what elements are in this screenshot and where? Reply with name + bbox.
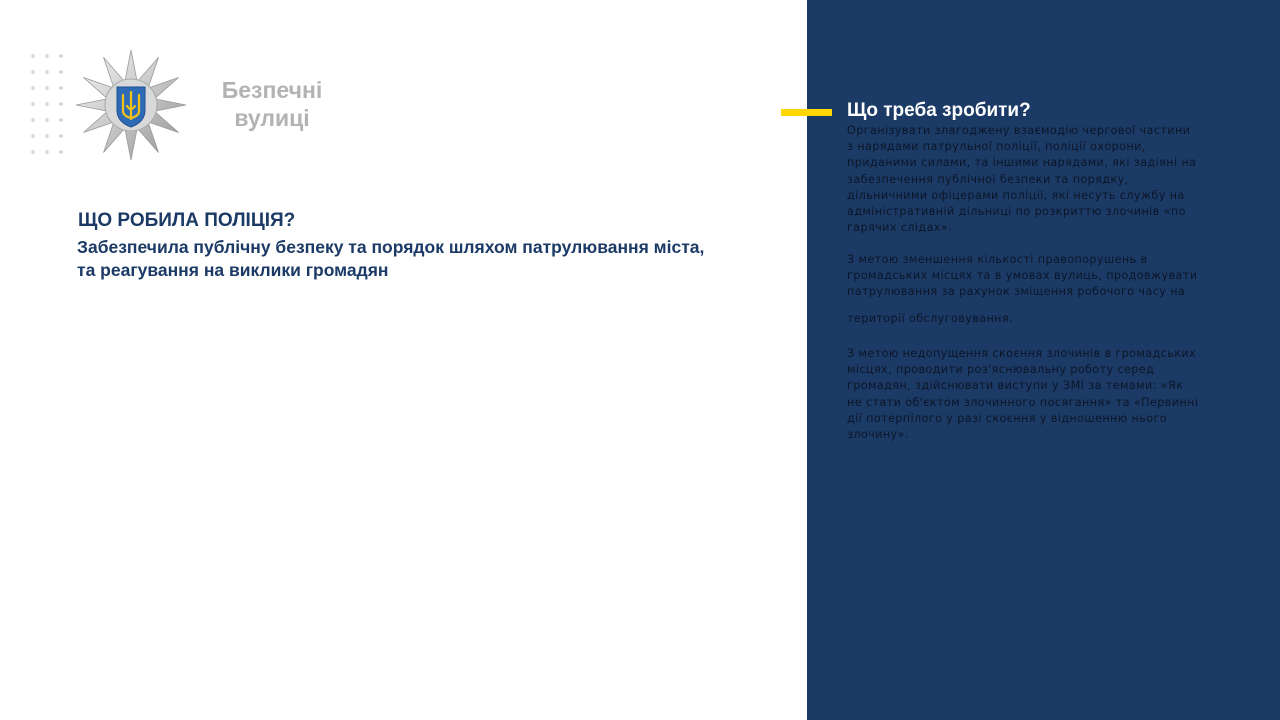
police-star-badge-icon — [74, 48, 188, 162]
accent-bar — [781, 109, 832, 116]
brand-line-1: Безпечні — [221, 77, 323, 103]
todo-paragraph-3: території обслуговування. — [847, 312, 1013, 325]
police-actions-line-2: та реагування на виклики громадян — [77, 260, 389, 280]
todo-paragraph-2: З метою зменшення кількості правопорушень в громадських місцях та в умовах вулиць, продовжувати патрулювання за рахунок зміщення робочого часу на — [847, 253, 1198, 299]
police-actions-heading: ЩО РОБИЛА ПОЛІЦІЯ? — [78, 210, 296, 231]
brand-title — [202, 76, 342, 132]
todo-paragraph-1: Організувати злагоджену взаємодію чергової частини з нарядами патрульної поліції, поліції охорони, приданими силами, та іншими нарядами, які задіяні на забезпечення публічної безпеки та порядку, дільничними офіцерами поліції, які несуть службу на адміністративній дільниці по розкриттю злочинів «по гарячих слідах». — [847, 124, 1197, 235]
dot-grid-decoration — [30, 53, 64, 155]
todo-paragraph-4: З метою недопущення скоєння злочинів в громадських місцях, проводити роз'яснювальну роботу серед громадян, здійснювати виступи у ЗМІ за темами: «Як не стати об'єктом злочинного посягання» та «Первинні дії потерпілого у разі скоєння у відношенню нього злочину». — [847, 347, 1199, 442]
brand-line-2: вулиці — [234, 105, 310, 131]
police-actions-text — [77, 236, 777, 282]
police-actions-line-1: Забезпечила публічну безпеку та порядок шляхом патрулювання міста, — [77, 237, 705, 257]
todo-heading: Що треба зробити? — [847, 100, 1031, 121]
